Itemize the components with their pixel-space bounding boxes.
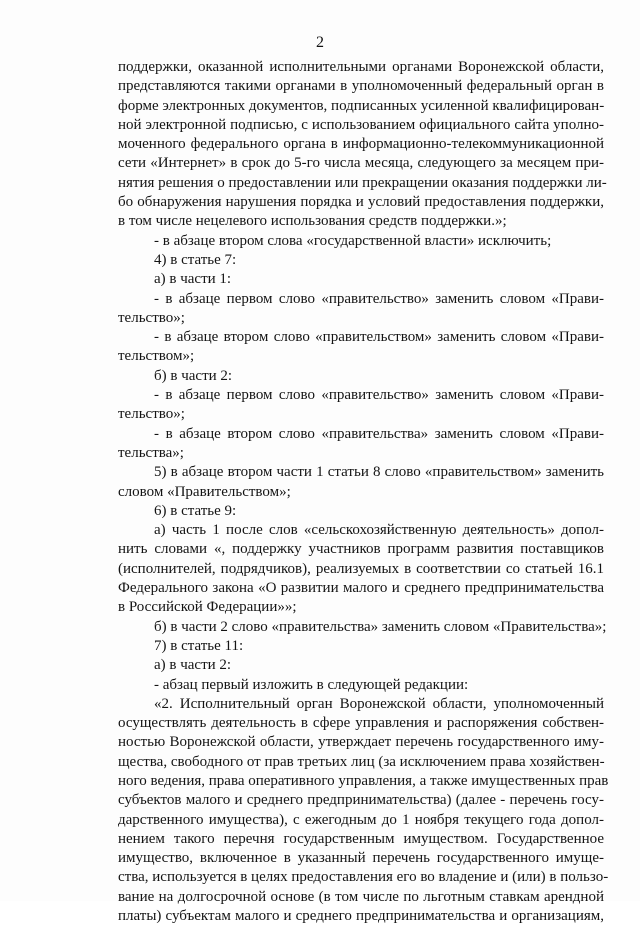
text-line: представляются такими органами в уполномоченный федеральный орган в — [118, 78, 604, 95]
text-line: 4) в статье 7: — [154, 251, 237, 268]
text-line: бо обнаружения нарушения порядка и условий предоставления поддержки, — [118, 194, 604, 211]
text-line: нением такого перечня государственным имуществом. Государственное — [118, 830, 604, 847]
text-line: - в абзаце первом слово «правительство» заменить словом «Прави- — [154, 290, 604, 307]
text-line: в том числе нецелевого использования средств поддержки.»; — [118, 213, 507, 230]
text-line: словом «Правительством»; — [118, 483, 291, 500]
text-line: тельство»; — [118, 406, 185, 423]
page-number: 2 — [316, 34, 324, 51]
text-line: 7) в статье 11: — [154, 637, 244, 654]
text-line: ностью Воронежской области, утверждает перечень государственного иму- — [118, 734, 604, 751]
text-line: форме электронных документов, подписанных усиленной квалифицирован- — [118, 97, 605, 114]
text-line: 5) в абзаце втором части 1 статьи 8 слово «правительством» заменить — [154, 464, 604, 481]
text-line: дарственного имущества), с ежегодным до 1 ноября текущего года допол- — [118, 811, 604, 828]
text-line: щества, свободного от прав третьих лиц (за исключением права хозяйствен- — [118, 753, 605, 770]
text-line: ного ведения, права оперативного управления, а также имущественных прав — [118, 772, 609, 789]
text-line: нить словами «, поддержку участников программ развития поставщиков — [118, 541, 604, 558]
text-line: в Российской Федерации»»; — [118, 599, 297, 616]
text-line: б) в части 2 слово «правительства» заменить словом «Правительства»; — [154, 618, 607, 635]
text-line: б) в части 2: — [154, 367, 233, 384]
text-line: сети «Интернет» в срок до 5-го числа месяца, следующего за месяцем при- — [118, 155, 604, 172]
text-line: тельства»; — [118, 444, 184, 461]
text-line: - в абзаце втором слово «правительством» заменить словом «Прави- — [154, 329, 604, 346]
text-line: субъектов малого и среднего предпринимательства) (далее - перечень госу- — [118, 792, 604, 809]
text-line: осуществлять деятельность в сфере управления и распоряжения собствен- — [118, 715, 604, 732]
text-line: ства, используется в целях предоставления его во владение и (или) в пользо- — [118, 869, 609, 886]
document-body — [118, 58, 609, 926]
text-line: 6) в статье 9: — [154, 502, 237, 519]
text-line: а) часть 1 после слов «сельскохозяйственную деятельность» допол- — [154, 522, 604, 539]
text-line: платы) субъектам малого и среднего предпринимательства и организациям, — [118, 908, 604, 925]
text-line: тельством»; — [118, 348, 195, 365]
text-line: а) в части 2: — [154, 657, 232, 674]
text-line: Федерального закона «О развитии малого и среднего предпринимательства — [118, 580, 604, 597]
text-line: - абзац первый изложить в следующей редакции: — [154, 676, 469, 693]
text-line: имущество, включенное в указанный перечень государственного имуще- — [118, 850, 604, 867]
text-line: поддержки, оказанной исполнительными органами Воронежской области, — [118, 59, 604, 75]
text-line: нятия решения о предоставлении или прекращении оказания поддержки ли- — [118, 174, 607, 191]
text-line: - в абзаце втором слова «государственной власти» исключить; — [154, 232, 552, 249]
text-line: вание на долгосрочной основе (в том числе по льготным ставкам арендной — [118, 888, 604, 905]
text-line: - в абзаце втором слово «правительства» заменить словом «Прави- — [154, 425, 604, 442]
text-line: моченного федерального органа в информационно-телекоммуникационной — [118, 136, 604, 153]
text-line: а) в части 1: — [154, 271, 232, 288]
text-line: (исполнителей, подрядчиков), реализуемых в соответствии со статьей 16.1 — [118, 560, 604, 577]
text-line: - в абзаце первом слово «правительство» заменить словом «Прави- — [154, 387, 604, 404]
text-line: ной электронной подписью, с использованием официального сайта уполно- — [118, 116, 604, 133]
text-line: «2. Исполнительный орган Воронежской области, уполномоченный — [154, 695, 604, 712]
text-line: тельство»; — [118, 309, 185, 326]
